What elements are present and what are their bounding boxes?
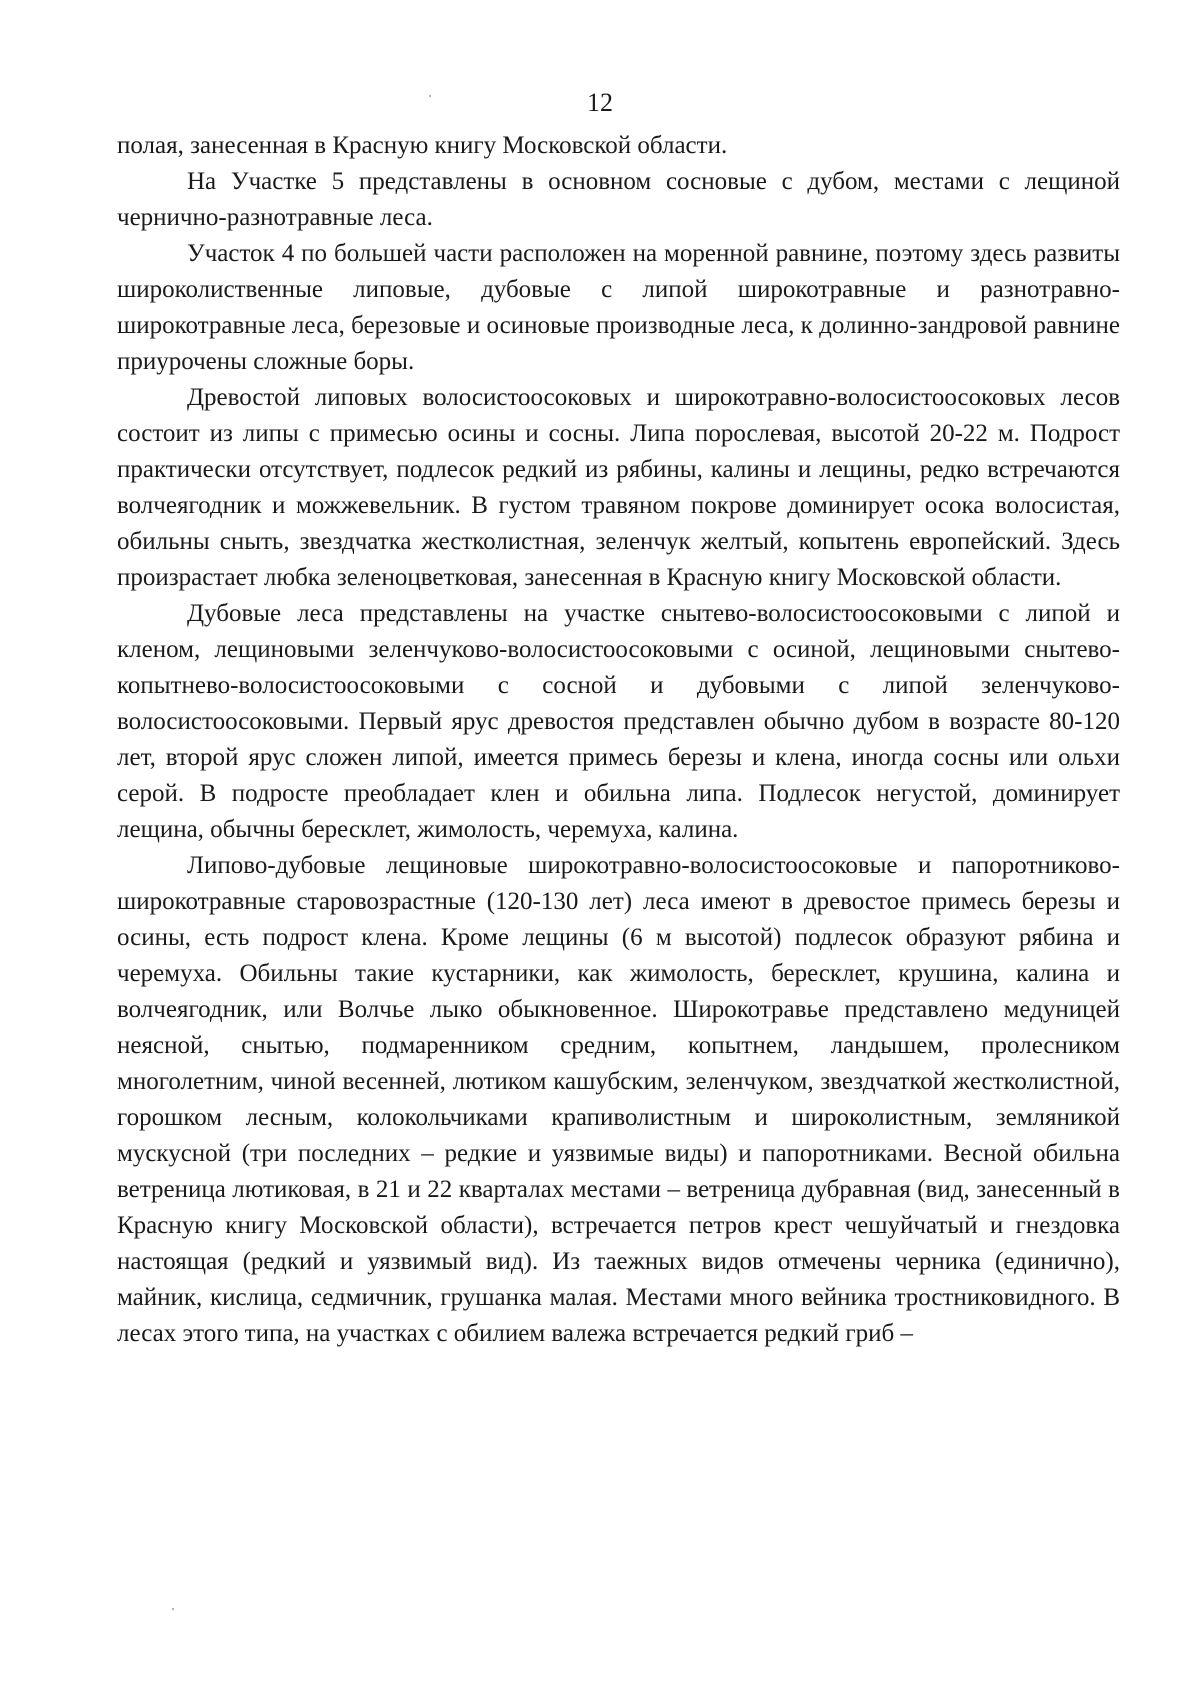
page-number: 12 <box>587 88 613 117</box>
paragraph-site-5: На Участке 5 представлены в основном сосновые с дубом, местами с лещиной чернично-разнотравные леса. <box>117 168 1120 231</box>
paragraph-site-4: Участок 4 по большей части расположен на моренной равнине, поэтому здесь развиты широколиственные липовые, дубовые с липой широкотравные и разнотравно-широкотравные леса, березовые и осиновые производные леса, к долинно-зандровой равнине приурочены сложные боры. <box>117 240 1120 375</box>
document-body <box>117 128 1120 1352</box>
paragraph-linden-oak-forests: Липово-дубовые лещиновые широкотравно-волосистоосоковые и папоротниково-широкотравные старовозрастные (120-130 лет) леса имеют в древостое примесь березы и осины, есть подрост клена. Кроме лещины (6 м высотой) подлесок образуют рябина и черемуха. Обильны такие кустарники, как жимолость, бересклет, крушина, калина и волчеягодник, или Волчье лыко обыкновенное. Широкотравье представлено медуницей неясной, снытью, подмаренником средним, копытнем, ландышем, пролесником многолетним, чиной весенней, лютиком кашубским, зеленчуком, звездчаткой жестколистной, горошком лесным, колокольчиками крапиволистным и широколистным, земляникой мускусной (три последних – редкие и уязвимые виды) и папоротниками. Весной обильна ветреница лютиковая, в 21 и 22 кварталах местами – ветреница дубравная (вид, занесенный в Красную книгу Московской области), встречается петров крест чешуйчатый и гнездовка настоящая (редкий и уязвимый вид). Из таежных видов отмечены черника (единично), майник, кислица, седмичник, грушанка малая. Местами много вейника тростниковидного. В лесах этого типа, на участках с обилием валежа встречается редкий гриб – <box>117 852 1120 1347</box>
paragraph-continuation: полая, занесенная в Красную книгу Московской области. <box>117 132 728 159</box>
scan-speck-decoration <box>429 95 431 97</box>
scan-speck-decoration <box>172 1608 174 1610</box>
paragraph-oak-forests: Дубовые леса представлены на участке снытево-волосистоосоковыми с липой и кленом, лещиновыми зеленчуково-волосистоосоковыми с осиной, лещиновыми снытево-копытнево-волосистоосоковыми с сосной и дубовыми с липой зеленчуково-волосистоосоковыми. Первый ярус древостоя представлен обычно дубом в возрасте 80-120 лет, второй ярус сложен липой, имеется примесь березы и клена, иногда сосны или ольхи серой. В подросте преобладает клен и обильна липа. Подлесок негустой, доминирует лещина, обычны бересклет, жимолость, черемуха, калина. <box>117 600 1120 843</box>
paragraph-linden-stand: Древостой липовых волосистоосоковых и широкотравно-волосистоосоковых лесов состоит из липы с примесью осины и сосны. Липа порослевая, высотой 20-22 м. Подрост практически отсутствует, подлесок редкий из рябины, калины и лещины, редко встречаются волчеягодник и можжевельник. В густом травяном покрове доминирует осока волосистая, обильны сныть, звездчатка жестколистная, зеленчук желтый, копытень европейский. Здесь произрастает любка зеленоцветковая, занесенная в Красную книгу Московской области. <box>117 384 1120 591</box>
